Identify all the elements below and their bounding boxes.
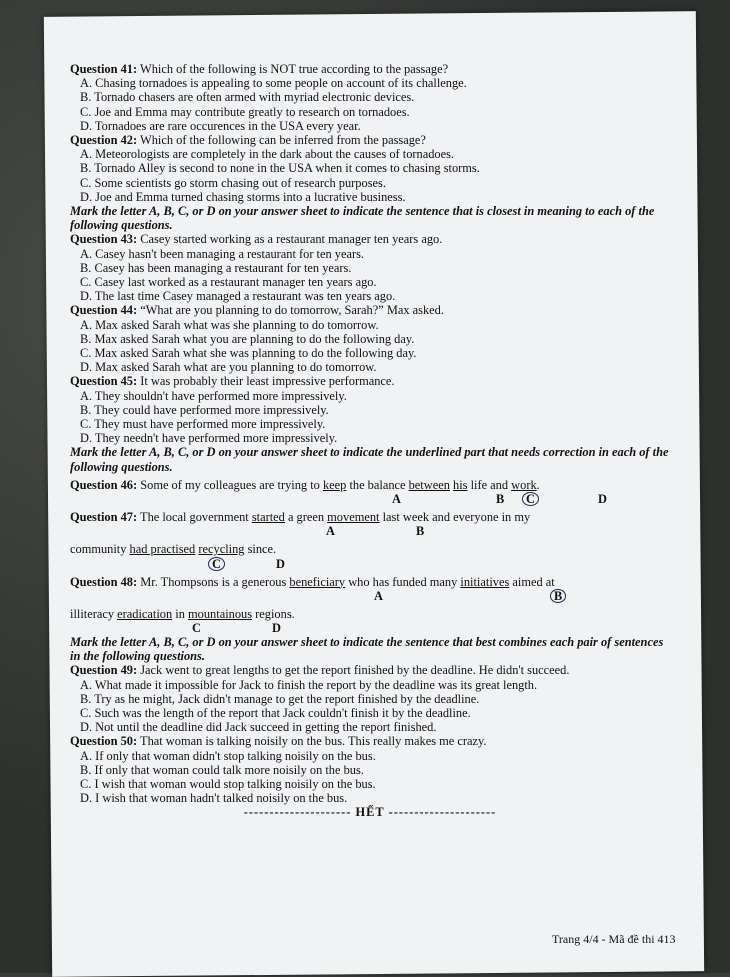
q45-option-c: C. They must have performed more impressively. bbox=[80, 417, 326, 432]
q48-part-d: mountainous bbox=[188, 606, 253, 621]
q48-letter-c: C bbox=[192, 620, 201, 635]
q46-letter-c: C bbox=[522, 492, 539, 506]
q50-text: That woman is talking noisily on the bus. This really makes me crazy. bbox=[140, 734, 487, 749]
q47-part-b: movement bbox=[327, 510, 380, 525]
q45-option-d: D. They needn't have performed more impressively. bbox=[80, 431, 338, 446]
q41-option-d: D. Tornadoes are rare occurences in the USA every year. bbox=[80, 118, 361, 133]
q45-label: Question 45: bbox=[70, 374, 138, 389]
q48-text-rest: aimed at bbox=[509, 574, 555, 589]
q48-part-b: initiatives bbox=[460, 574, 510, 589]
q44-label: Question 44: bbox=[70, 303, 138, 318]
q47-letter-a: A bbox=[326, 524, 335, 539]
q46-letter-a: A bbox=[392, 492, 401, 507]
q43-label: Question 43: bbox=[70, 232, 138, 247]
q43-option-d: D. The last time Casey managed a restaurant was ten years ago. bbox=[80, 289, 396, 304]
q46-letter-b: B bbox=[496, 492, 505, 507]
q48-letter-d: D bbox=[272, 620, 281, 635]
q48-sentence bbox=[70, 575, 670, 589]
q48-text-line2: illiteracy bbox=[70, 606, 118, 621]
q44-option-a: A. Max asked Sarah what was she planning to do tomorrow. bbox=[80, 317, 379, 332]
q42-option-c: C. Some scientists go storm chasing out of research purposes. bbox=[80, 175, 386, 190]
q43-option-b: B. Casey has been managing a restaurant for ten years. bbox=[80, 260, 352, 275]
q46-text-pre: Some of my colleagues are trying to bbox=[140, 477, 323, 492]
q49-option-d: D. Not until the deadline did Jack succeed in getting the report finished. bbox=[80, 720, 437, 735]
q42-label: Question 42: bbox=[70, 133, 138, 148]
q43-option-a: A. Casey hasn't been managing a restaurant for ten years. bbox=[80, 246, 365, 261]
q44-text: “What are you planning to do tomorrow, Sarah?” Max asked. bbox=[140, 303, 444, 318]
q46-part-a: keep bbox=[322, 477, 347, 492]
q41-text: Which of the following is NOT true according to the passage? bbox=[140, 62, 449, 76]
q48-letter-a: A bbox=[374, 588, 383, 603]
q46-label: Question 46: bbox=[70, 477, 138, 492]
q46-part-d: work bbox=[511, 477, 537, 492]
q46-sentence bbox=[70, 478, 670, 492]
q42-text: Which of the following can be inferred from the passage? bbox=[140, 133, 426, 148]
q46-text-mid1: the balance bbox=[346, 477, 409, 492]
q46-part-b: between bbox=[408, 477, 450, 492]
q45-option-b: B. They could have performed more impressively. bbox=[80, 402, 329, 417]
q47-part-c: had practised bbox=[129, 542, 196, 557]
q47-letter-d: D bbox=[276, 556, 285, 571]
q49-text: Jack went to great lengths to get the report finished by the deadline. He didn't succeed. bbox=[140, 663, 570, 678]
q50-option-a: A. If only that woman didn't stop talking noisily on the bus. bbox=[80, 748, 376, 763]
q41-option-a: A. Chasing tornadoes is appealing to some people on account of its challenge. bbox=[80, 76, 467, 91]
q44-option-b: B. Max asked Sarah what you are planning to do the following day. bbox=[80, 331, 415, 346]
q46-letters bbox=[70, 492, 670, 506]
instruction-combine-sentences: Mark the letter A, B, C, or D on your answer sheet to indicate the sentence that best combines each pair of sentences in the following questions. bbox=[70, 634, 664, 664]
q42-option-d: D. Joe and Emma turned chasing storms into a lucrative business. bbox=[80, 189, 406, 204]
q50-option-c: C. I wish that woman would stop talking noisily on the bus. bbox=[80, 776, 376, 791]
q48-sentence-line2 bbox=[70, 607, 670, 621]
q49-option-c: C. Such was the length of the report that Jack couldn't finish it by the deadline. bbox=[80, 705, 471, 720]
q46-part-c: his bbox=[453, 477, 468, 492]
end-marker: --------------------- HẾT --------------------- bbox=[243, 805, 497, 820]
q47-letters-2 bbox=[70, 557, 670, 571]
q50-option-b: B. If only that woman could talk more noisily on the bus. bbox=[80, 762, 364, 777]
q48-text-mid1: who has funded many bbox=[345, 574, 461, 589]
q48-letters-1 bbox=[70, 589, 670, 603]
exam-content bbox=[70, 62, 670, 820]
q47-text-rest: last week and everyone in my bbox=[379, 510, 531, 525]
q50-label: Question 50: bbox=[70, 734, 138, 749]
q47-letters-1 bbox=[70, 524, 670, 538]
instruction-error-correction: Mark the letter A, B, C, or D on your answer sheet to indicate the underlined part that needs correction in each of the following questions. bbox=[70, 445, 669, 474]
q47-letter-b: B bbox=[416, 524, 425, 539]
q48-letters-2 bbox=[70, 621, 670, 635]
q49-label: Question 49: bbox=[70, 663, 138, 678]
q44-option-d: D. Max asked Sarah what are you planning to do tomorrow. bbox=[80, 360, 377, 375]
q41-option-c: C. Joe and Emma may contribute greatly to research on tornadoes. bbox=[80, 104, 410, 119]
q47-text-line2: community bbox=[70, 542, 130, 557]
q47-label: Question 47: bbox=[70, 510, 138, 525]
q45-text: It was probably their least impressive performance. bbox=[140, 374, 395, 389]
q48-part-c: eradication bbox=[117, 606, 173, 621]
q47-text-end: since. bbox=[244, 542, 277, 557]
q48-label: Question 48: bbox=[70, 574, 138, 589]
q48-letter-b: B bbox=[550, 589, 566, 603]
q45-option-a: A. They shouldn't have performed more impressively. bbox=[80, 388, 347, 403]
q50-option-d: D. I wish that woman hadn't talked noisily on the bus. bbox=[80, 791, 348, 806]
q49-option-a: A. What made it impossible for Jack to finish the report by the deadline was its great length. bbox=[80, 677, 538, 692]
q46-text-end: . bbox=[536, 477, 540, 492]
q47-sentence-line2 bbox=[70, 542, 670, 556]
q48-text-pre: Mr. Thompsons is a generous bbox=[140, 574, 290, 589]
q47-part-d: recycling bbox=[198, 542, 245, 557]
q42-option-b: B. Tornado Alley is second to none in the USA when it comes to chasing storms. bbox=[80, 161, 480, 176]
q47-sentence bbox=[70, 510, 670, 524]
q43-option-c: C. Casey last worked as a restaurant manager ten years ago. bbox=[80, 275, 377, 290]
q47-letter-c: C bbox=[208, 557, 225, 571]
q41-option-b: B. Tornado chasers are often armed with myriad electronic devices. bbox=[80, 90, 415, 105]
q47-part-a: started bbox=[251, 510, 285, 525]
q47-text-mid1: a green bbox=[284, 510, 328, 525]
q46-letter-d: D bbox=[598, 492, 607, 507]
q41-label: Question 41: bbox=[70, 62, 138, 76]
q42-option-a: A. Meteorologists are completely in the dark about the causes of tornadoes. bbox=[80, 147, 455, 162]
q46-text-mid3: life and bbox=[467, 477, 512, 492]
q43-text: Casey started working as a restaurant manager ten years ago. bbox=[140, 232, 443, 247]
q47-text-pre: The local government bbox=[140, 510, 252, 525]
page-footer: Trang 4/4 - Mã đề thi 413 bbox=[552, 932, 676, 946]
q49-option-b: B. Try as he might, Jack didn't manage to get the report finished by the deadline. bbox=[80, 691, 480, 706]
instruction-closest-meaning: Mark the letter A, B, C, or D on your answer sheet to indicate the sentence that is closest in meaning to each of the following questions. bbox=[70, 204, 655, 233]
q44-option-c: C. Max asked Sarah what she was planning to do the following day. bbox=[80, 346, 417, 361]
q48-text-mid2: in bbox=[172, 606, 189, 621]
q48-text-end: regions. bbox=[252, 606, 295, 621]
q48-part-a: beneficiary bbox=[289, 574, 346, 589]
